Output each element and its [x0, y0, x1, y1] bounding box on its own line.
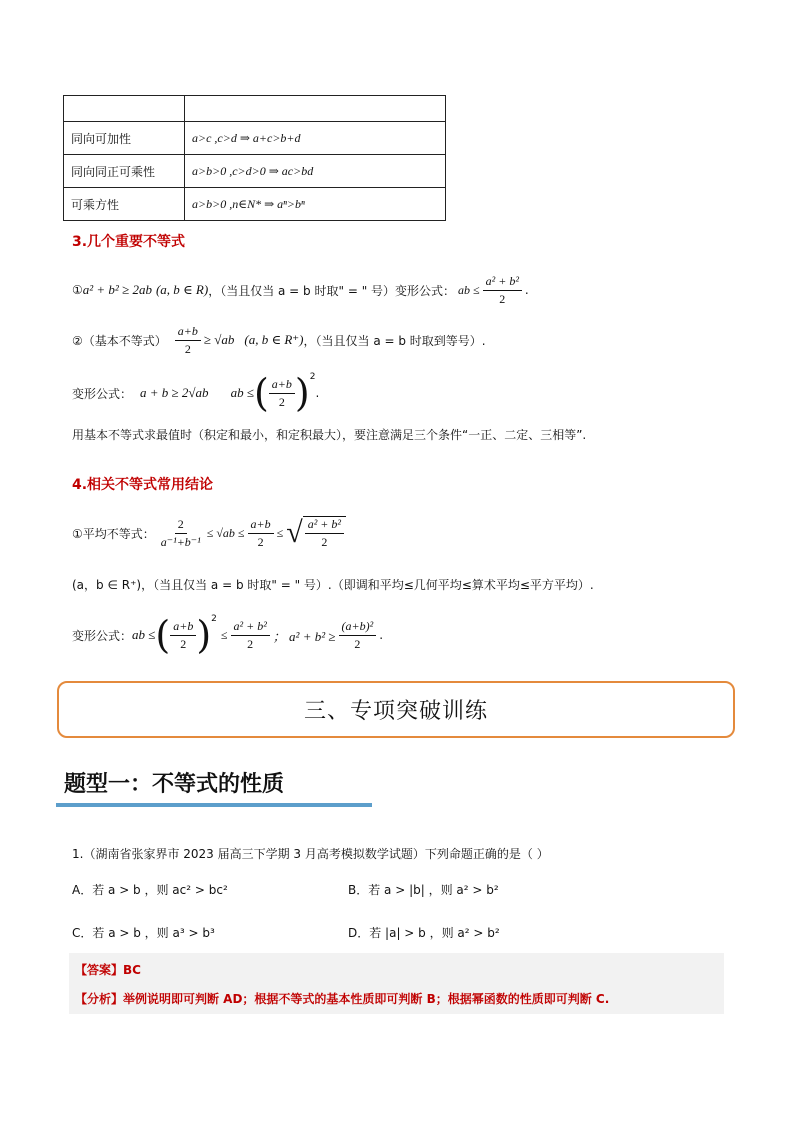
conditions-note: 用基本不等式求最值时（积定和最小，和定积最大），要注意满足三个条件“一正、二定、三相等”.	[72, 428, 587, 442]
exponent-glyph: 2	[309, 372, 316, 382]
fraction-denominator: 2	[278, 394, 285, 409]
table-cell-formula: a>c ,c>d ⇒ a+c>b+d	[185, 122, 446, 155]
fraction-denominator: 2	[499, 291, 506, 306]
right-paren-glyph: )	[294, 371, 310, 415]
table-cell-formula: a>b>0 ,n∈N* ⇒ aⁿ>bⁿ	[185, 188, 446, 221]
right-paren-glyph: )	[196, 613, 212, 657]
fraction	[175, 324, 201, 357]
item-marker: ①	[72, 283, 83, 297]
left-paren-glyph: (	[155, 613, 171, 657]
fraction-denominator: 2	[184, 341, 191, 356]
exponent-glyph: 2	[211, 614, 217, 624]
formula-note: ，（当且仅当 a = b 时取" = " 号）变形公式：	[208, 283, 456, 298]
leq-glyph: ≤	[206, 525, 214, 540]
formula-end: .	[315, 386, 320, 400]
fraction-numerator: (a+b)²	[339, 619, 377, 636]
question-type-title: 题型一：不等式的性质	[64, 772, 285, 797]
fraction-numerator: 2	[175, 517, 187, 534]
variant-label: 变形公式：	[72, 628, 133, 643]
table-row	[64, 188, 446, 221]
fraction-numerator: a+b	[175, 324, 201, 341]
section-3-heading: 3.几个重要不等式	[72, 234, 186, 250]
table-cell-formula	[185, 96, 446, 122]
leq-glyph: ≤	[276, 525, 284, 540]
option-d: D．若 |a| > b ，则 a² > b²	[348, 926, 500, 940]
fraction-denominator: 2	[354, 636, 361, 651]
section-title: 三、专项突破训练	[303, 699, 488, 724]
fraction	[339, 619, 377, 652]
inequality-1	[72, 270, 529, 310]
fraction-denominator: 2	[257, 534, 264, 549]
section-4-heading: 4.相关不等式常用结论	[72, 477, 214, 493]
option-c: C．若 a > b ，则 a³ > b³	[72, 926, 215, 940]
radical-glyph: √	[286, 516, 303, 549]
left-paren-glyph: (	[253, 371, 269, 415]
answer-box	[69, 953, 724, 1014]
fraction	[231, 619, 270, 652]
properties-table	[63, 95, 446, 221]
fraction-denominator: a⁻¹+b⁻¹	[160, 534, 201, 549]
formula-condition: (a, b ∈ R⁺)	[244, 332, 304, 347]
answer-line: 【答案】BC	[75, 963, 141, 977]
fraction-numerator: a+b	[170, 619, 196, 636]
formula-note: ，（当且仅当 a = b 时取到等号）.	[303, 333, 486, 348]
fraction-denominator: 2	[247, 636, 254, 651]
leq-glyph: ≤	[220, 627, 228, 642]
formula-f1: a + b ≥ 2√ab	[140, 385, 209, 400]
fraction-numerator: a² + b²	[483, 274, 522, 291]
table-cell-name: 可乘方性	[64, 188, 185, 221]
fraction-denominator: 2	[180, 636, 187, 651]
fraction-numerator: a+b	[269, 377, 295, 394]
quadratic-fraction	[303, 516, 346, 550]
formula-ab: ab ≤	[132, 627, 156, 642]
option-b: B．若 a > |b| ，则 a² > b²	[348, 883, 499, 897]
fraction-numerator: a² + b²	[305, 517, 344, 534]
formula-f2: ab ≤	[230, 385, 254, 400]
mean-label: ①平均不等式：	[72, 526, 155, 541]
formula-end: .	[379, 628, 384, 642]
formula-lhs: a² + b² ≥ 2ab	[82, 282, 152, 297]
harmonic-fraction	[158, 517, 204, 550]
section-banner	[57, 681, 735, 738]
inequality-2	[72, 320, 486, 360]
fraction	[483, 274, 522, 307]
leq-glyph: ≤	[237, 525, 245, 540]
table-row	[64, 155, 446, 188]
fraction	[170, 619, 196, 652]
table-cell-name	[64, 96, 185, 122]
variant-formula	[72, 370, 319, 416]
arithmetic-fraction	[248, 517, 274, 550]
formula-relation: ≥ √ab	[203, 332, 235, 347]
table-row	[64, 122, 446, 155]
fraction-numerator: a+b	[248, 517, 274, 534]
geometric-mean: √ab	[216, 525, 235, 540]
mean-inequality	[72, 510, 349, 556]
table-row	[64, 96, 446, 122]
variant-label: 变形公式：	[72, 386, 133, 401]
formula-condition: (a, b ∈ R)	[155, 282, 209, 297]
fraction	[269, 377, 295, 410]
fraction-denominator: 2	[321, 535, 328, 549]
table-cell-name: 同向同正可乘性	[64, 155, 185, 188]
mean-variant-formula	[72, 612, 383, 658]
option-a: A．若 a > b ，则 ac² > bc²	[72, 883, 228, 897]
analysis-line: 【分析】举例说明即可判断 AD；根据不等式的基本性质即可判断 B；根据幂函数的性质即可判断 C.	[75, 992, 610, 1006]
fraction-numerator: a² + b²	[231, 619, 270, 636]
title-underline	[56, 803, 372, 807]
mean-condition-line: (a，b ∈ R⁺)，（当且仅当 a = b 时取" = " 号）.（即调和平均≤几何平均≤算术平均≤平方平均）.	[72, 578, 594, 592]
table-cell-name: 同向可加性	[64, 122, 185, 155]
table-cell-formula: a>b>0 ,c>d>0 ⇒ ac>bd	[185, 155, 446, 188]
formula-end: .	[524, 283, 529, 297]
item-marker: ②（基本不等式）	[72, 333, 167, 348]
formula-mid: ； a² + b² ≥	[272, 628, 336, 644]
question-stem: 1.（湖南省张家界市 2023 届高三下学期 3 月高考模拟数学试题）下列命题正确的是（ ）	[72, 847, 549, 861]
formula-ab: ab ≤	[458, 282, 480, 297]
